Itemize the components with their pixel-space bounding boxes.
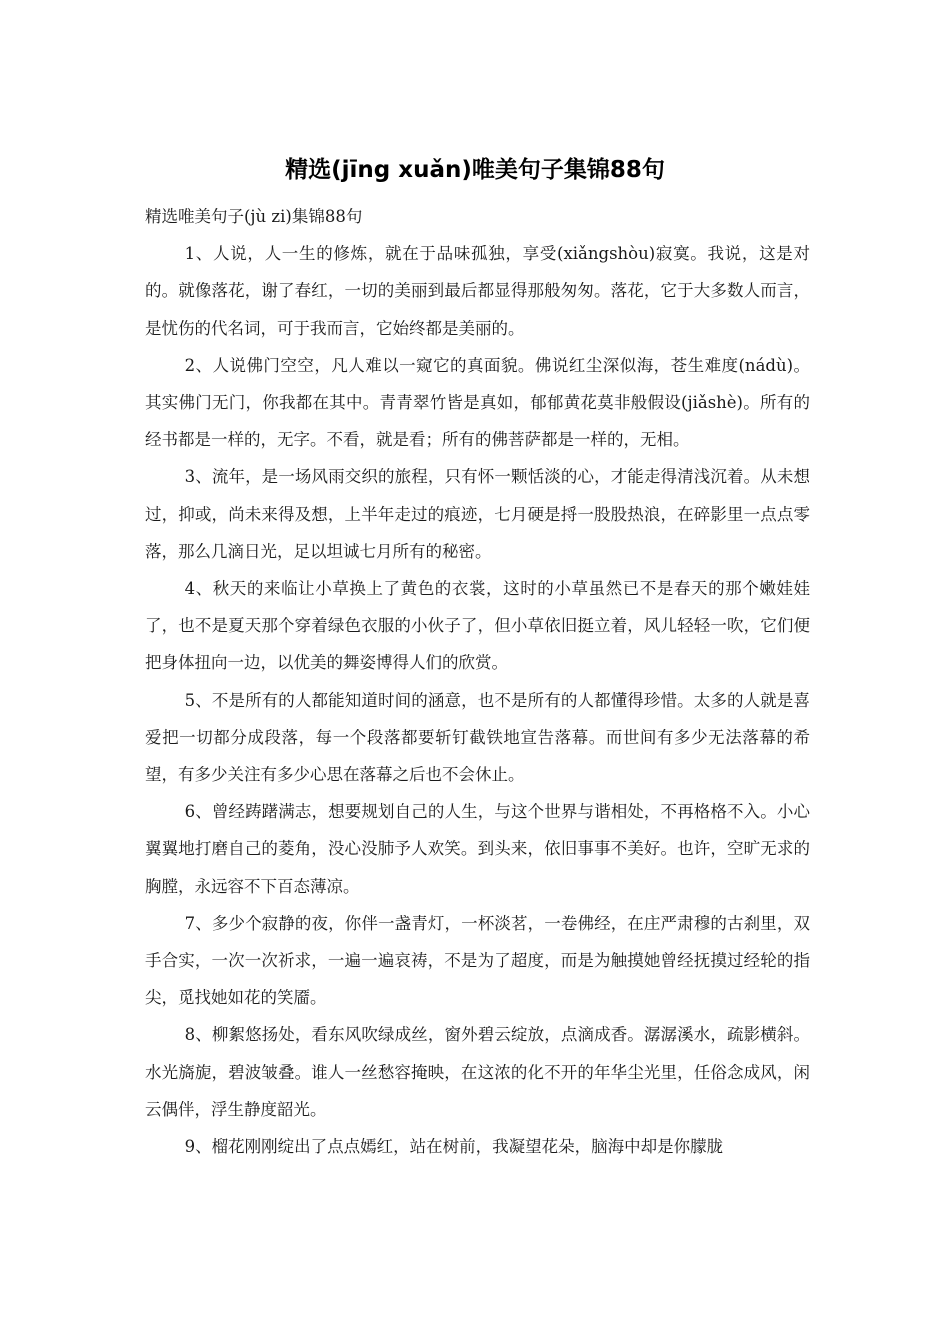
paragraph-4: 4、秋天的来临让小草换上了黄色的衣裳，这时的小草虽然已不是春天的那个嫩娃娃了，也不是夏天那个穿着绿色衣服的小伙子了，但小草依旧挺立着，风儿轻轻一吹，它们便把身体扭向一边，以优美的舞姿博得人们的欣赏。	[145, 579, 810, 673]
document-subtitle: 精选唯美句子(jù zi)集锦88句	[145, 207, 363, 226]
document-title: 精选(jīng xuǎn)唯美句子集锦88句	[285, 157, 665, 183]
paragraph-7: 7、多少个寂静的夜，你伴一盏青灯，一杯淡茗，一卷佛经，在庄严肃穆的古刹里，双手合实，一次一次祈求，一遍一遍哀祷，不是为了超度，而是为触摸她曾经抚摸过经轮的指尖，觅找她如花的笑靥。	[145, 913, 810, 1008]
paragraph-8: 8、柳絮悠扬处，看东风吹绿成丝，窗外碧云绽放，点滴成香。潺潺溪水，疏影横斜。水光旖旎，碧波皱叠。谁人一丝愁容掩映，在这浓的化不开的年华尘光里，任俗念成风，闲云偶伴，浮生静度韶光。	[145, 1025, 810, 1119]
paragraph-2: 2、人说佛门空空，凡人难以一窥它的真面貌。佛说红尘深似海，苍生难度(nádù)。其实佛门无门，你我都在其中。青青翠竹皆是真如，郁郁黄花莫非般假设(jiǎshè)。所有的经书都是一样的，无字。不看，就是看；所有的佛菩萨都是一样的，无相。	[145, 355, 810, 450]
paragraph-3: 3、流年，是一场风雨交织的旅程，只有怀一颗恬淡的心，才能走得清浅沉着。从未想过，抑或，尚未来得及想，上半年走过的痕迹，七月硬是捋一股股热浪，在碎影里一点点零落，那么几滴日光，足以坦诚七月所有的秘密。	[145, 467, 810, 561]
document-body	[145, 198, 810, 1165]
paragraph-6: 6、曾经踌躇满志，想要规划自己的人生，与这个世界与谐相处，不再格格不入。小心翼翼地打磨自己的菱角，没心没肺予人欢笑。到头来，依旧事事不美好。也许，空旷无求的胸膛，永远容不下百态薄凉。	[145, 802, 810, 896]
paragraph-5: 5、不是所有的人都能知道时间的涵意，也不是所有的人都懂得珍惜。太多的人就是喜爱把一切都分成段落，每一个段落都要斩钉截铁地宣告落幕。而世间有多少无法落幕的希望，有多少关注有多少心思在落幕之后也不会休止。	[145, 690, 810, 785]
paragraph-1: 1、人说，人一生的修炼，就在于品味孤独，享受(xiǎngshòu)寂寞。我说，这是对的。就像落花，谢了春红，一切的美丽到最后都显得那般匆匆。落花，它于大多数人而言，是忧伤的代名词，可于我而言，它始终都是美丽的。	[145, 244, 810, 338]
paragraph-9: 9、榴花刚刚绽出了点点嫣红，站在树前，我凝望花朵，脑海中却是你朦胧	[184, 1137, 724, 1157]
